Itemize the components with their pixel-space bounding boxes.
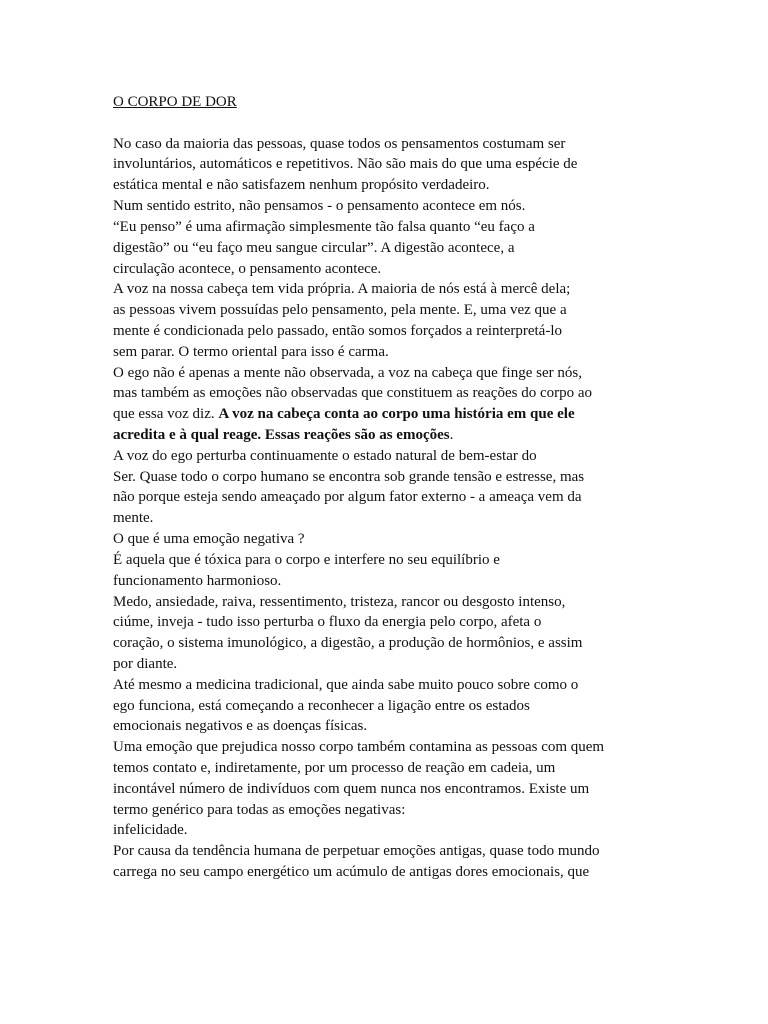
blank-line [113,113,733,134]
paragraph-line: O ego não é apenas a mente não observada, a voz na cabeça que finge ser nós, [113,364,582,381]
paragraph-line: sem parar. O termo oriental para isso é carma. [113,343,389,360]
paragraph-line [113,404,733,425]
paragraph-line: É aquela que é tóxica para o corpo e interfere no seu equilíbrio e [113,551,500,568]
paragraph-line: O que é uma emoção negativa ? [113,531,305,548]
plain-text: . [449,427,454,443]
paragraph-line: incontável número de indivíduos com quem nunca nos encontramos. Existe um [113,780,590,797]
paragraph-line: A voz do ego perturba continuamente o estado natural de bem-estar do [113,447,537,464]
paragraph-line: Num sentido estrito, não pensamos - o pensamento acontece em nós. [113,198,526,215]
bold-text: acredita e à qual reage. Essas reações são as emoções [113,427,450,443]
paragraph-line: termo genérico para todas as emoções negativas: [113,801,406,818]
paragraph-line: No caso da maioria das pessoas, quase todos os pensamentos costumam ser [113,135,566,152]
paragraph-line [113,425,733,446]
paragraph-line: digestão” ou “eu faço meu sangue circular”. A digestão acontece, a [113,239,515,256]
paragraph-line: Ser. Quase todo o corpo humano se encontra sob grande tensão e estresse, mas [113,468,585,485]
paragraph-line: Medo, ansiedade, raiva, ressentimento, tristeza, rancor ou desgosto intenso, [113,593,566,610]
paragraph-line: ego funciona, está começando a reconhecer a ligação entre os estados [113,697,530,714]
paragraph-line: ciúme, inveja - tudo isso perturba o fluxo da energia pelo corpo, afeta o [113,614,542,631]
paragraph-line: mente é condicionada pelo passado, então somos forçados a reinterpretá-lo [113,322,562,339]
paragraph-line: Até mesmo a medicina tradicional, que ainda sabe muito pouco sobre como o [113,676,579,693]
paragraph-line: A voz na nossa cabeça tem vida própria. A maioria de nós está à mercê dela; [113,281,571,298]
paragraph-line: não porque esteja sendo ameaçado por algum fator externo - a ameaça vem da [113,489,582,506]
paragraph-line: mente. [113,510,154,527]
paragraph-line: involuntários, automáticos e repetitivos. Não são mais do que uma espécie de [113,156,578,173]
paragraph-line: carrega no seu campo energético um acúmulo de antigas dores emocionais, que [113,864,590,881]
paragraph-line: Por causa da tendência humana de perpetuar emoções antigas, quase todo mundo [113,843,600,860]
paragraph-line: por diante. [113,655,178,672]
plain-text: que essa voz diz. [113,406,219,423]
paragraph-line: circulação acontece, o pensamento acontece. [113,260,382,277]
paragraph-line: infelicidade. [113,822,188,839]
paragraph-line: emocionais negativos e as doenças físicas. [113,718,368,735]
paragraph-line: estática mental e não satisfazem nenhum propósito verdadeiro. [113,177,490,194]
paragraph-line: as pessoas vivem possuídas pelo pensamento, pela mente. E, uma vez que a [113,302,567,319]
document-title: O CORPO DE DOR [113,94,237,110]
paragraph-line: mas também as emoções não observadas que constituem as reações do corpo ao [113,385,593,402]
paragraph-line: temos contato e, indiretamente, por um processo de reação em cadeia, um [113,760,556,776]
bold-text: A voz na cabeça conta ao corpo uma história em que ele [218,406,575,423]
paragraph-line: funcionamento harmonioso. [113,572,282,589]
paragraph-line: “Eu penso” é uma afirmação simplesmente tão falsa quanto “eu faço a [113,218,535,235]
document-body [113,92,733,883]
paragraph-line: Uma emoção que prejudica nosso corpo também contamina as pessoas com quem [113,739,605,756]
paragraph-line: coração, o sistema imunológico, a digestão, a produção de hormônios, e assim [113,635,583,652]
